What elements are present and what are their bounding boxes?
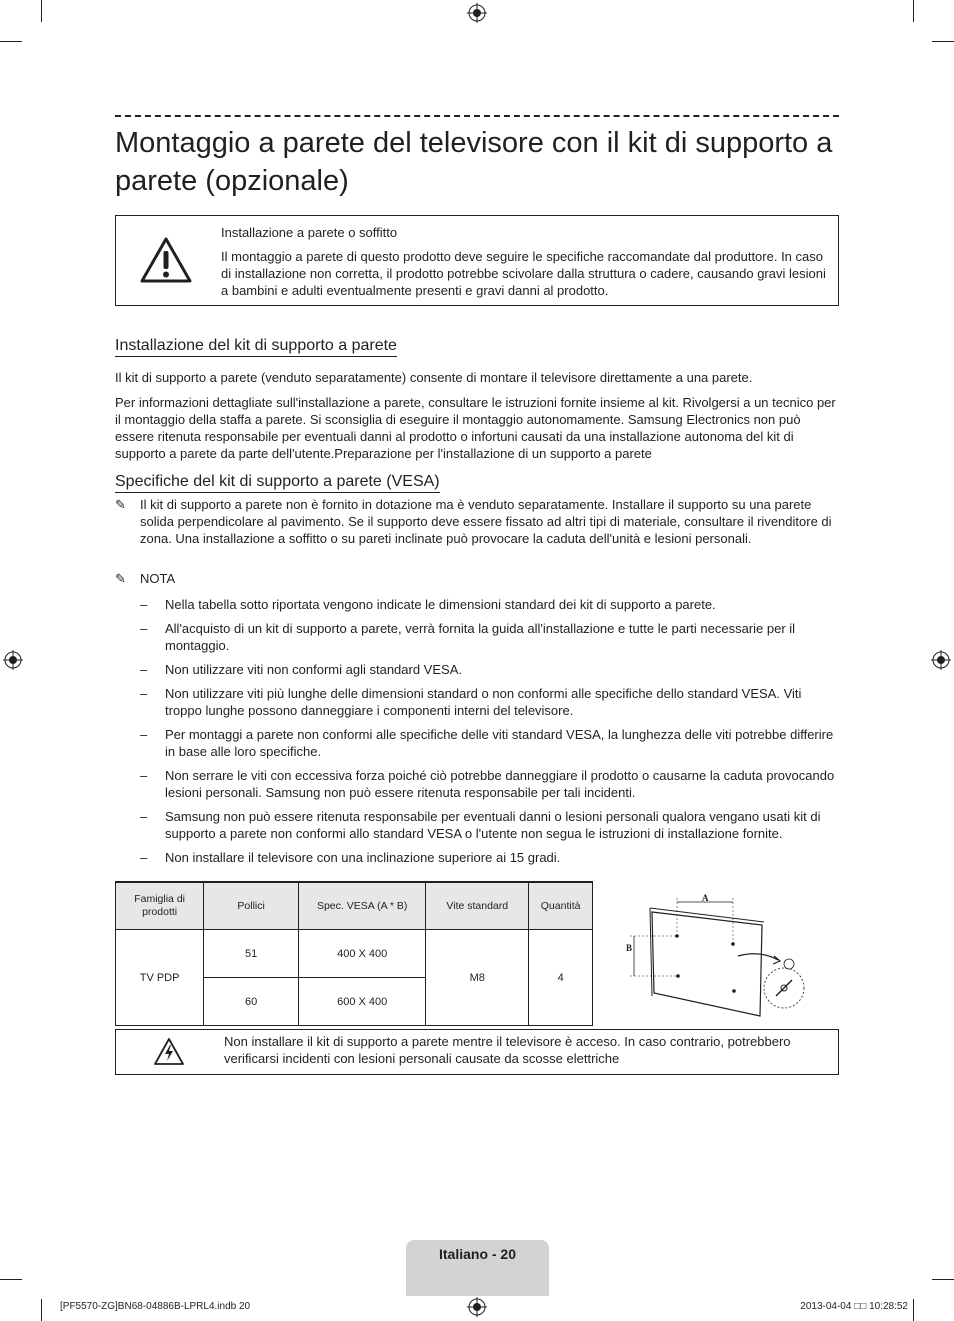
wall-mount-diagram [620, 888, 820, 1023]
section-heading-vesa: Specifiche del kit di supporto a parete (VESA) [115, 472, 440, 493]
footer-timestamp: 2013-04-04 □□ 10:28:52 [800, 1301, 908, 1312]
note-label-item [115, 570, 839, 588]
section1-paragraph-2: Per informazioni dettagliate sull'installazione a parete, consultare le istruzioni fornite insieme al kit. Rivolgersi a un tecnico per il montaggio della staffa a parete. Si sconsiglia di eseguire il montaggio autonomamente. Samsung Electronics non può essere ritenuta responsabile per eventuali danni al prodotto o infortuni causati da una installazione autonoma del kit di supporto a parete da parte dell'utente.Preparazione per l'installazione di un supporto a parete [115, 395, 836, 461]
crop-mark [913, 1299, 914, 1321]
table-header: Quantità [529, 882, 593, 930]
table-cell-screw: M8 [426, 930, 529, 1026]
list-item: – Per montaggi a parete non conformi alle specifiche delle viti standard VESA, la lunghezza delle viti potrebbe differire in base alle loro specifiche. [140, 727, 834, 759]
warning-triangle-icon [139, 236, 193, 284]
crop-mark [932, 41, 954, 42]
table-header: Vite standard [426, 882, 529, 930]
page-title: Montaggio a parete del televisore con il kit di supporto a parete (opzionale) [115, 127, 833, 197]
registration-mark-icon [467, 1297, 487, 1317]
crop-mark [0, 41, 22, 42]
electric-shock-icon [153, 1037, 185, 1067]
table-header-row [116, 882, 593, 930]
note-label: NOTA [140, 571, 176, 586]
dimension-b-label: B [626, 943, 633, 953]
list-item: – All'acquisto di un kit di supporto a parete, verrà fornita la guida all'installazione e tutte le parti necessarie per il montaggio. [140, 621, 796, 653]
table-header: Pollici [204, 882, 299, 930]
crop-mark [932, 1279, 954, 1280]
footer-file-name: [PF5570-ZG]BN68-04886B-LPRL4.indb 20 [60, 1301, 251, 1312]
registration-mark-icon [467, 3, 487, 23]
note-item [115, 496, 839, 566]
crop-mark [41, 1299, 42, 1321]
list-item: – Nella tabella sotto riportata vengono indicate le dimensioni standard dei kit di supporto a parete. [140, 597, 716, 612]
crop-mark [41, 0, 42, 22]
registration-mark-icon [931, 650, 951, 670]
list-item: – Non serrare le viti con eccessiva forza poiché ciò potrebbe danneggiare il prodotto o causarne la caduta provocando lesioni personali. Samsung non può essere ritenuta responsabile per tali incidenti. [140, 768, 835, 800]
pencil-note-icon: ✎ [115, 571, 126, 586]
caution-box [115, 215, 839, 306]
caution-text: Il montaggio a parete di questo prodotto deve seguire le specifiche raccomandate dal produttore. In caso di installazione non corretta, il prodotto potrebbe scivolare dalla struttura o cadere, causando gravi lesioni a bambini e adulti eventualmente presenti e gravi danni al prodotto. [221, 249, 826, 298]
crop-mark [0, 1279, 22, 1280]
pencil-note-icon: ✎ [115, 497, 126, 512]
table-cell-family: TV PDP [116, 930, 204, 1026]
list-item: – Non installare il televisore con una inclinazione superiore ai 15 gradi. [140, 850, 561, 865]
nota-bullet-list [140, 596, 839, 873]
table-cell-inches: 60 [204, 978, 299, 1026]
crop-mark [913, 0, 914, 22]
table-header: Spec. VESA (A * B) [299, 882, 426, 930]
table-row [116, 930, 593, 978]
vesa-spec-table [115, 881, 593, 1026]
section1-paragraph-1: Il kit di supporto a parete (venduto separatamente) consente di montare il televisore direttamente a una parete. [115, 370, 753, 385]
table-cell-qty: 4 [529, 930, 593, 1026]
shock-warning-text: Non installare il kit di supporto a parete mentre il televisore è acceso. In caso contrario, potrebbero verificarsi incidenti con lesioni personali causate da scosse elettriche [224, 1034, 791, 1066]
shock-warning-box [115, 1029, 839, 1075]
title-dashed-rule [115, 115, 839, 117]
table-header: Famiglia di prodotti [116, 882, 204, 930]
section-heading-installazione: Installazione del kit di supporto a parete [115, 336, 397, 357]
dimension-a-label: A [702, 893, 709, 903]
page-number: Italiano - 20 [438, 1246, 517, 1262]
list-item: – Non utilizzare viti non conformi agli standard VESA. [140, 662, 462, 677]
table-cell-inches: 51 [204, 930, 299, 978]
list-item: – Samsung non può essere ritenuta responsabile per eventuali danni o lesioni personali qualora vengano usati kit di supporto a parete non conformi allo standard VESA o l'utente non segua le istruzioni di installazione fornite. [140, 809, 821, 841]
list-item: – Non utilizzare viti più lunghe delle dimensioni standard o non conformi alle specifiche dello standard VESA. Viti troppo lunghe possono danneggiare i componenti interni del televisore. [140, 686, 802, 718]
table-cell-vesa: 400 X 400 [299, 930, 426, 978]
caution-heading: Installazione a parete o soffitto [221, 225, 398, 240]
note-text: Il kit di supporto a parete non è fornito in dotazione ma è venduto separatamente. Installare il supporto su una parete solida perpendicolare al pavimento. Se il supporto deve essere fissato ad altri tipi di materiale, consultare il rivenditore di zona. Una installazione a soffitto o su pareti inclinate può provocare la caduta dell'unità e lesioni personali. [140, 497, 832, 546]
registration-mark-icon [3, 650, 23, 670]
table-cell-vesa: 600 X 400 [299, 978, 426, 1026]
